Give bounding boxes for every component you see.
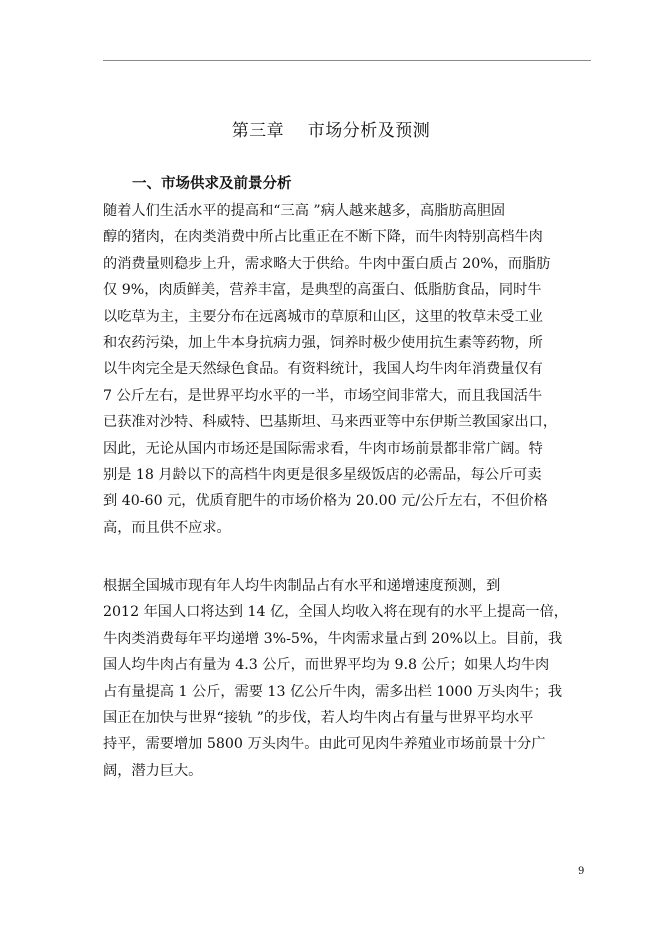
paragraph-2 [103, 573, 603, 784]
paragraph-line: 以吃草为主，主要分布在远离城市的草原和山区，这里的牧草未受工业 [103, 308, 543, 325]
paragraph-line: 国正在加快与世界“接轨 ”的步伐，若人均牛肉占有量与世界平均水平 [103, 709, 534, 726]
paragraph-line: 牛肉类消费每年平均递增 3%-5%，牛肉需求量占到 20%以上。目前，我 [103, 630, 563, 647]
paragraph-line: 随着人们生活水平的提高和“三高 ”病人越来越多，高脂肪高胆固 [103, 203, 506, 219]
paragraph-line: 2012 年国人口将达到 14 亿，全国人均收入将在现有的水平上提高一倍， [103, 604, 568, 621]
paragraph-line: 醇的猪肉，在肉类消费中所占比重正在不断下降，而牛肉特别高档牛肉 [103, 229, 543, 246]
paragraph-line: 7 公斤左右，是世界平均水平的一半，市场空间非常大，而且我国活牛 [103, 387, 543, 404]
paragraph-line: 因此，无论从国内市场还是国际需求看，牛肉市场前景都非常广阔。特 [103, 440, 543, 457]
paragraph-line: 仅 9%，肉质鲜美，营养丰富，是典型的高蛋白、低脂肪食品，同时牛 [103, 282, 542, 299]
section-heading: 一、市场供求及前景分析 [132, 176, 292, 192]
paragraph-line: 根据全国城市现有年人均牛肉制品占有水平和递增速度预测，到 [103, 578, 501, 594]
page-number: 9 [578, 866, 585, 877]
paragraph-line: 已获准对沙特、科威特、巴基斯坦、马来西亚等中东伊斯兰教国家出口， [103, 414, 558, 431]
paragraph-line: 到 40-60 元，优质育肥牛的市场价格为 20.00 元/公斤左右，不但价格 [103, 493, 548, 510]
paragraph-line: 以牛肉完全是天然绿色食品。有资料统计，我国人均牛肉年消费量仅有 [103, 361, 543, 378]
paragraph-line: 占有量提高 1 公斤，需要 13 亿公斤牛肉，需多出栏 1000 万头肉牛；我 [103, 683, 563, 700]
paragraph-line: 别是 18 月龄以下的高档牛肉更是很多星级饭店的必需品，每公斤可卖 [103, 466, 542, 483]
paragraph-line: 和农药污染，加上牛本身抗病力强，饲养时极少使用抗生素等药物，所 [103, 334, 543, 351]
chapter-title: 第三章 市场分析及预测 [231, 121, 431, 141]
paragraph-line: 的消费量则稳步上升，需求略大于供给。牛肉中蛋白质占 20%，而脂肪 [103, 255, 551, 272]
paragraph-line: 阔，潜力巨大。 [103, 762, 203, 779]
paragraph-line: 高，而且供不应求。 [103, 519, 231, 536]
header-rule [103, 60, 591, 61]
paragraph-line: 国人均牛肉占有量为 4.3 公斤，而世界平均为 9.8 公斤；如果人均牛肉 [103, 657, 550, 674]
paragraph-1 [103, 198, 603, 541]
paragraph-line: 持平，需要增加 5800 万头肉牛。由此可见肉牛养殖业市场前景十分广 [103, 736, 546, 753]
